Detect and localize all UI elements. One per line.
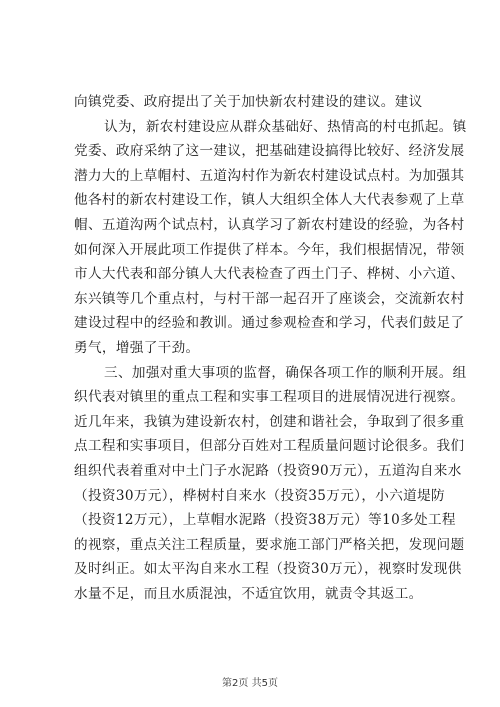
text-line: 向镇党委、政府提出了关于加快新农村建设的建议。建议 [74, 94, 423, 110]
text-line: 的视察，重点关注工程质量，要求施工部门严格关把，发现问题 [74, 536, 465, 553]
text-line: 点工程和实事项目，但部分百姓对工程质量问题讨论很多。我们 [74, 438, 465, 455]
text-line: 市人大代表和部分镇人大代表检查了西土门子、桦树、小六道、 [74, 266, 465, 283]
text-line: 及时纠正。如太平沟自来水工程（投资30万元），视察时发现供 [74, 561, 462, 578]
document-body [74, 90, 467, 606]
text-line: 如何深入开展此项工作提供了样本。今年，我们根据情况，带领 [74, 241, 465, 258]
text-line: 他各村的新农村建设工作，镇人大组织全体人大代表参观了上草 [74, 192, 465, 209]
text-line: 勇气，增强了干劲。 [74, 339, 200, 356]
text-line: 建设过程中的经验和教训。通过参观检查和学习，代表们鼓足了 [74, 315, 465, 332]
text-line: 帽、五道沟两个试点村，认真学习了新农村建设的经验，为各村 [74, 216, 465, 233]
text-line: 组织代表着重对中土门子水泥路（投资90万元），五道沟自来水 [74, 462, 462, 479]
text-line: 三、加强对重大事项的监督，确保各项工作的顺利开展。组 [104, 364, 467, 381]
page-number-footer: 第2页 共5页 [222, 678, 278, 689]
text-line: 潜力大的上草帽村、五道沟村作为新农村建设试点村。为加强其 [74, 167, 465, 184]
text-line: 近几年来，我镇为建设新农村，创建和谐社会，争取到了很多重 [74, 413, 465, 430]
text-line: （投资30万元），桦树村自来水（投资35万元），小六道堤防 [74, 487, 445, 504]
text-line: 党委、政府采纳了这一建议，把基础建设搞得比较好、经济发展 [74, 143, 465, 160]
text-line: 织代表对镇里的重点工程和实事工程项目的进展情况进行视察。 [74, 389, 465, 406]
text-line: 水量不足，而且水质混浊，不适宜饮用，就责令其返工。 [74, 585, 423, 602]
text-line: （投资12万元），上草帽水泥路（投资38万元）等10多处工程 [74, 512, 456, 529]
text-line: 东兴镇等几个重点村，与村干部一起召开了座谈会，交流新农村 [74, 290, 465, 307]
text-line: 认为，新农村建设应从群众基础好、热情高的村屯抓起。镇 [104, 118, 467, 135]
